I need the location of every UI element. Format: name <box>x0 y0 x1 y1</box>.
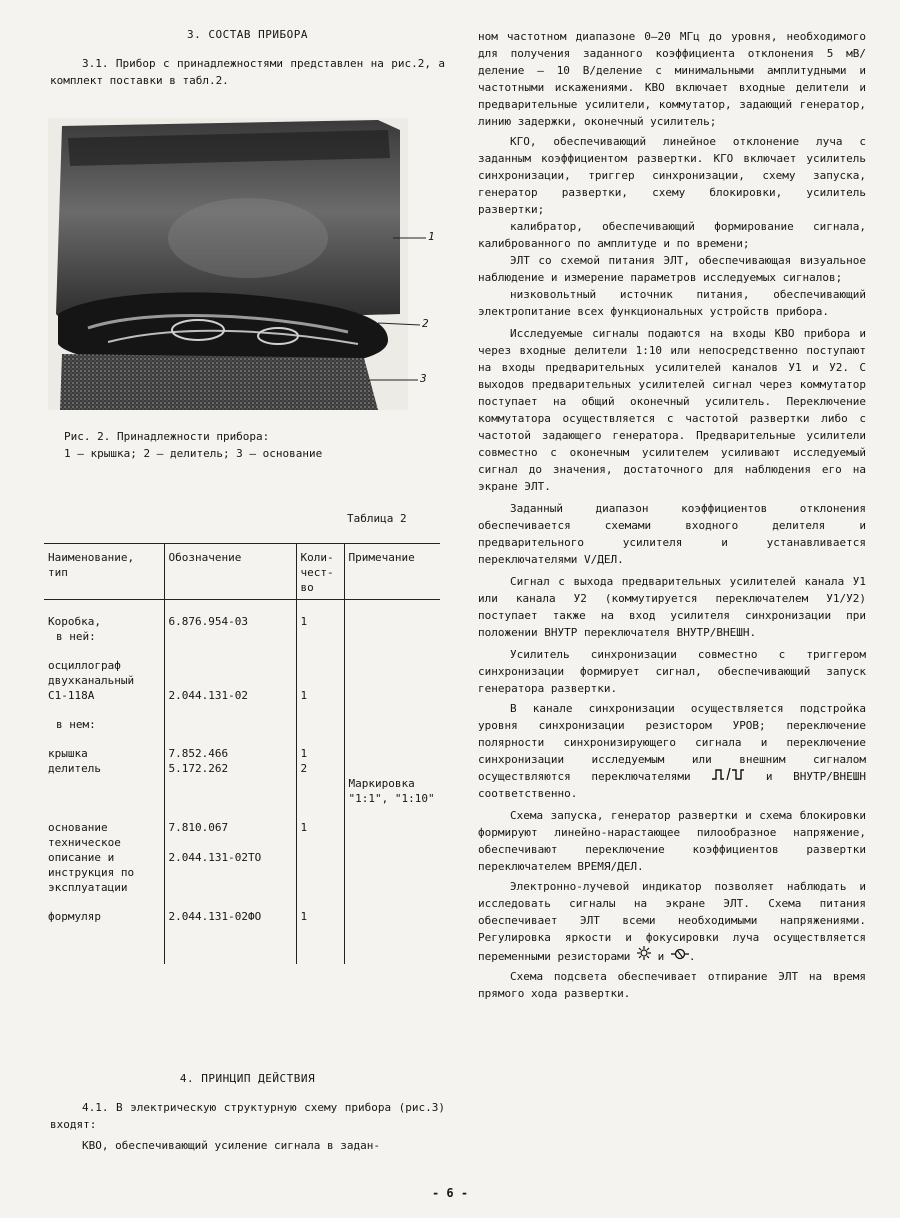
cell-designation: 7.810.067 <box>164 820 296 835</box>
cell-note <box>344 629 440 644</box>
cell-note <box>344 658 440 703</box>
cell-name: формуляр <box>48 910 101 923</box>
callout-3: 3 <box>420 372 427 385</box>
cell-note <box>344 835 440 895</box>
right-paragraph-sweep: Схема запуска, генератор развертки и схема блокировки формируют линейно-нарастающее пилообразное напряжение, обеспечивают переключение коэффициентов развертки переключателем ВРЕМЯ/ДЕЛ. <box>478 809 866 873</box>
cell-name: крышка <box>48 747 88 760</box>
right-paragraph-10 <box>478 700 866 802</box>
right-column <box>478 28 866 1002</box>
cell-quantity <box>296 717 344 732</box>
table-2 <box>44 543 440 964</box>
caption-line-1: Рис. 2. Принадлежности прибора: <box>64 430 270 443</box>
cell-name: осциллограф двухканальный С1-118А <box>48 659 135 702</box>
right-paragraph-8: Сигнал с выхода предварительных усилителей канала У1 или канала У2 (коммутируется переключателем У1/У2) поступает также на вход усилителя синхронизации при положении ВНУТР переключателя ВНУТР/ВНЕШН. <box>478 575 866 639</box>
cell-quantity: 1 <box>296 909 344 924</box>
cell-note <box>344 909 440 924</box>
section-4 <box>50 1072 445 1154</box>
right-paragraph-1: ном частотном диапазоне 0–20 МГц до уровня, необходимого для получения заданного коэффициента отклонения 5 мВ/деление – 10 В/деление с минимальными амплитудными и частотными искажениями. КВО включает входные делители и предварительные усилители, коммутатор, задающий генератор, линию задержки, оконечный усилитель; <box>478 30 866 128</box>
right-paragraph-4: ЭЛТ со схемой питания ЭЛТ, обеспечивающая визуальное наблюдение и измерение параметров исследуемых сигналов; <box>478 254 866 284</box>
cell-quantity: 1 <box>296 658 344 703</box>
crt-and-word: и <box>657 950 665 963</box>
figure-2-caption <box>64 428 444 462</box>
cell-designation: 2.044.131-02ТО <box>164 835 296 895</box>
right-paragraph-unblank: Схема подсвета обеспечивает отпирание ЭЛТ на время прямого хода развертки. <box>478 970 866 1000</box>
cell-quantity: 1 <box>296 614 344 629</box>
cell-note <box>344 717 440 732</box>
table-2-title: Таблица 2 <box>347 512 407 525</box>
left-column-top <box>50 28 445 89</box>
section-4-title: 4. ПРИНЦИП ДЕЙСТВИЯ <box>179 1072 316 1085</box>
callout-lines <box>48 118 448 414</box>
brightness-icon <box>637 946 651 960</box>
right-paragraph-2: КГО, обеспечивающий линейное отклонение луча с заданным коэффициентом развертки. КГО включает усилитель синхронизации, триггер синхронизации, схему запуска, генератор развертки, схему блокировки, усилитель развертки; <box>478 135 866 216</box>
cell-designation <box>164 629 296 644</box>
callout-1: 1 <box>428 230 435 243</box>
table-row <box>44 614 440 629</box>
cell-designation: 5.172.262 <box>164 761 296 806</box>
cell-note: Маркировка "1:1", "1:10" <box>344 761 440 806</box>
cell-name: техническое описание и инструкция по эксплуатации <box>48 836 135 894</box>
table-row <box>44 835 440 895</box>
callout-2: 2 <box>422 317 429 330</box>
cell-note <box>344 614 440 629</box>
cell-designation: 2.044.131-02 <box>164 658 296 703</box>
cell-name: в ней: <box>56 630 96 643</box>
cell-quantity: 1 <box>296 746 344 761</box>
focus-icon <box>671 948 689 960</box>
cell-quantity: 1 <box>296 820 344 835</box>
table-row <box>44 909 440 924</box>
right-paragraph-crt: Электронно-лучевой индикатор позволяет наблюдать и исследовать сигналы на экране ЭЛТ. Схема питания обеспечивает ЭЛТ всеми необходимыми напряжениями. Регулировка яркости и фокусировки луча осуществляется переменными резисторами и . <box>478 880 866 963</box>
cell-name: делитель <box>48 762 101 775</box>
sync-paragraph-tail: и ВНУТР/ВНЕШН соответственно. <box>478 770 867 800</box>
right-paragraph-7: Заданный диапазон коэффициентов отклонения обеспечивается схемами входного делителя и предварительного усилителя и устанавливается переключателями V/ДЕЛ. <box>478 502 866 566</box>
header-quantity: Коли-чест-во <box>296 544 344 600</box>
polarity-switch-icon <box>711 768 745 780</box>
sync-paragraph-text: В канале синхронизации осуществляется подстройка уровня синхронизации резистором УРОВ; переключение полярности синхронизирующего сигнала и переключение синхронизации исследуемым или внешним сигналом осуществляются переключателями <box>478 702 866 783</box>
figure-2 <box>48 118 448 414</box>
cell-quantity: 2 <box>296 761 344 806</box>
cell-note <box>344 746 440 761</box>
cell-name: в нем: <box>56 718 96 731</box>
cell-quantity <box>296 629 344 644</box>
cell-quantity <box>296 835 344 895</box>
right-paragraph-3: калибратор, обеспечивающий формирование сигнала, калиброванного по амплитуде и по времени; <box>478 220 866 250</box>
cell-note <box>344 820 440 835</box>
table-row <box>44 717 440 732</box>
cell-name: Коробка, <box>48 615 101 628</box>
section-3-title: 3. СОСТАВ ПРИБОРА <box>186 28 309 41</box>
caption-line-2: 1 – крышка; 2 – делитель; 3 – основание <box>64 447 323 460</box>
header-designation: Обозначение <box>164 544 296 600</box>
cell-designation: 2.044.131-02ФО <box>164 909 296 924</box>
cell-designation: 6.876.954-03 <box>164 614 296 629</box>
header-name: Наименование, тип <box>44 544 164 600</box>
section-4-paragraph-1: 4.1. В электрическую структурную схему прибора (рис.3) входят: <box>50 1101 445 1131</box>
cell-designation: 7.852.466 <box>164 746 296 761</box>
right-paragraph-5: низковольтный источник питания, обеспечивающий электропитание всех функциональных устройств прибора. <box>478 288 866 318</box>
cell-designation <box>164 717 296 732</box>
table-header-row <box>44 544 440 600</box>
table-row <box>44 746 440 761</box>
cell-name: основание <box>48 821 108 834</box>
crt-paragraph-text: Электронно-лучевой индикатор позволяет наблюдать и исследовать сигналы на экране ЭЛТ. Схема питания обеспечивает ЭЛТ всеми необходимыми напряжениями. Регулировка яркости и фокусировки луча осуществляется переменными резисторами <box>478 880 866 963</box>
table-row <box>44 761 440 806</box>
table-row <box>44 820 440 835</box>
header-note: Примечание <box>344 544 440 600</box>
right-paragraph-6: Исследуемые сигналы подаются на входы КВО прибора и через входные делители 1:10 или непосредственно поступают на входы предварительных усилителей каналов У1 и У2. С выходов предварительных усилителей сигнал через коммутатор поступает на общий оконечный усилитель. Переключение коммутатора осуществляется с частотой развертки либо с частотой задающего генератора. Предварительные усилители совместно с оконечным усилителем усиливают исследуемый сигнал до значения, достаточного для наблюдения его на экране ЭЛТ. <box>478 327 866 493</box>
page-number: - 6 - <box>431 1186 469 1200</box>
table-row <box>44 658 440 703</box>
table-row <box>44 629 440 644</box>
section-3-paragraph-1: 3.1. Прибор с принадлежностями представлен на рис.2, а комплект поставки в табл.2. <box>50 57 445 87</box>
right-paragraph-9: Усилитель синхронизации совместно с триггером синхронизации формирует сигнал, обеспечивающий запуск генератора развертки. <box>478 648 866 695</box>
section-4-paragraph-2: КВО, обеспечивающий усиление сигнала в задан- <box>82 1139 381 1152</box>
